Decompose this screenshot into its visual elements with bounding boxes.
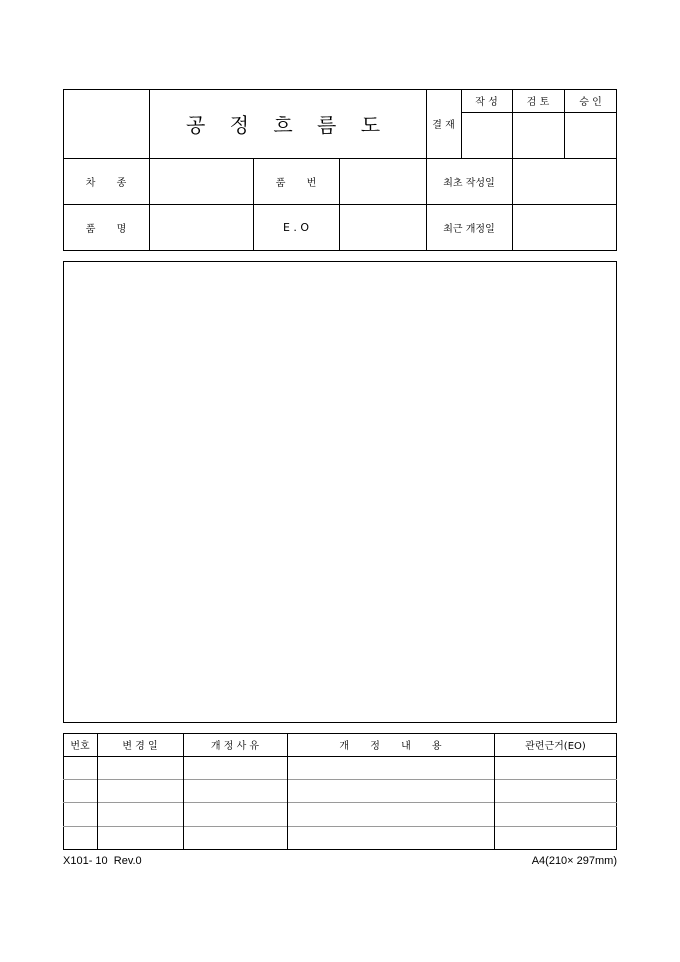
field-last-revised[interactable] — [513, 205, 616, 250]
flow-diagram-area[interactable] — [63, 261, 617, 723]
form-code: X101- 10 Rev.0 — [63, 855, 142, 867]
approval-label: 결 재 — [432, 120, 455, 131]
approval-col-approve: 승 인 — [579, 97, 602, 108]
label-eo: E . O — [282, 221, 310, 234]
approval-sign-author[interactable] — [462, 113, 511, 157]
col-header-related-eo: 관련근거(EO) — [525, 741, 586, 752]
table-row[interactable] — [64, 780, 616, 802]
label-part-name: 품 명 — [85, 224, 127, 235]
approval-sign-review[interactable] — [513, 113, 563, 157]
paper-size: A4(210× 297mm) — [531, 855, 617, 867]
col-header-change-date: 변 경 일 — [122, 741, 158, 752]
field-eo[interactable] — [340, 205, 425, 250]
page-title: 공 정 흐 름 도 — [185, 113, 390, 137]
table-row[interactable] — [64, 757, 616, 779]
table-row[interactable] — [64, 803, 616, 826]
approval-sign-approve[interactable] — [565, 113, 616, 157]
col-header-number: 번호 — [70, 741, 90, 752]
label-vehicle-type: 차 종 — [85, 177, 127, 189]
field-first-created[interactable] — [513, 159, 616, 203]
col-header-revision-reason: 개 정 사 유 — [210, 741, 260, 752]
field-part-name[interactable] — [150, 205, 252, 250]
label-first-created: 최초 작성일 — [443, 177, 495, 189]
approval-col-review: 검 토 — [526, 97, 550, 108]
label-last-revised: 최근 개정일 — [443, 224, 495, 235]
approval-col-author: 작 성 — [475, 97, 498, 108]
table-row[interactable] — [64, 827, 616, 849]
field-part-number[interactable] — [340, 159, 425, 203]
label-part-number: 품 번 — [275, 177, 317, 189]
field-vehicle-type[interactable] — [150, 159, 252, 203]
col-header-revision-content: 개 정 내 용 — [339, 741, 442, 752]
